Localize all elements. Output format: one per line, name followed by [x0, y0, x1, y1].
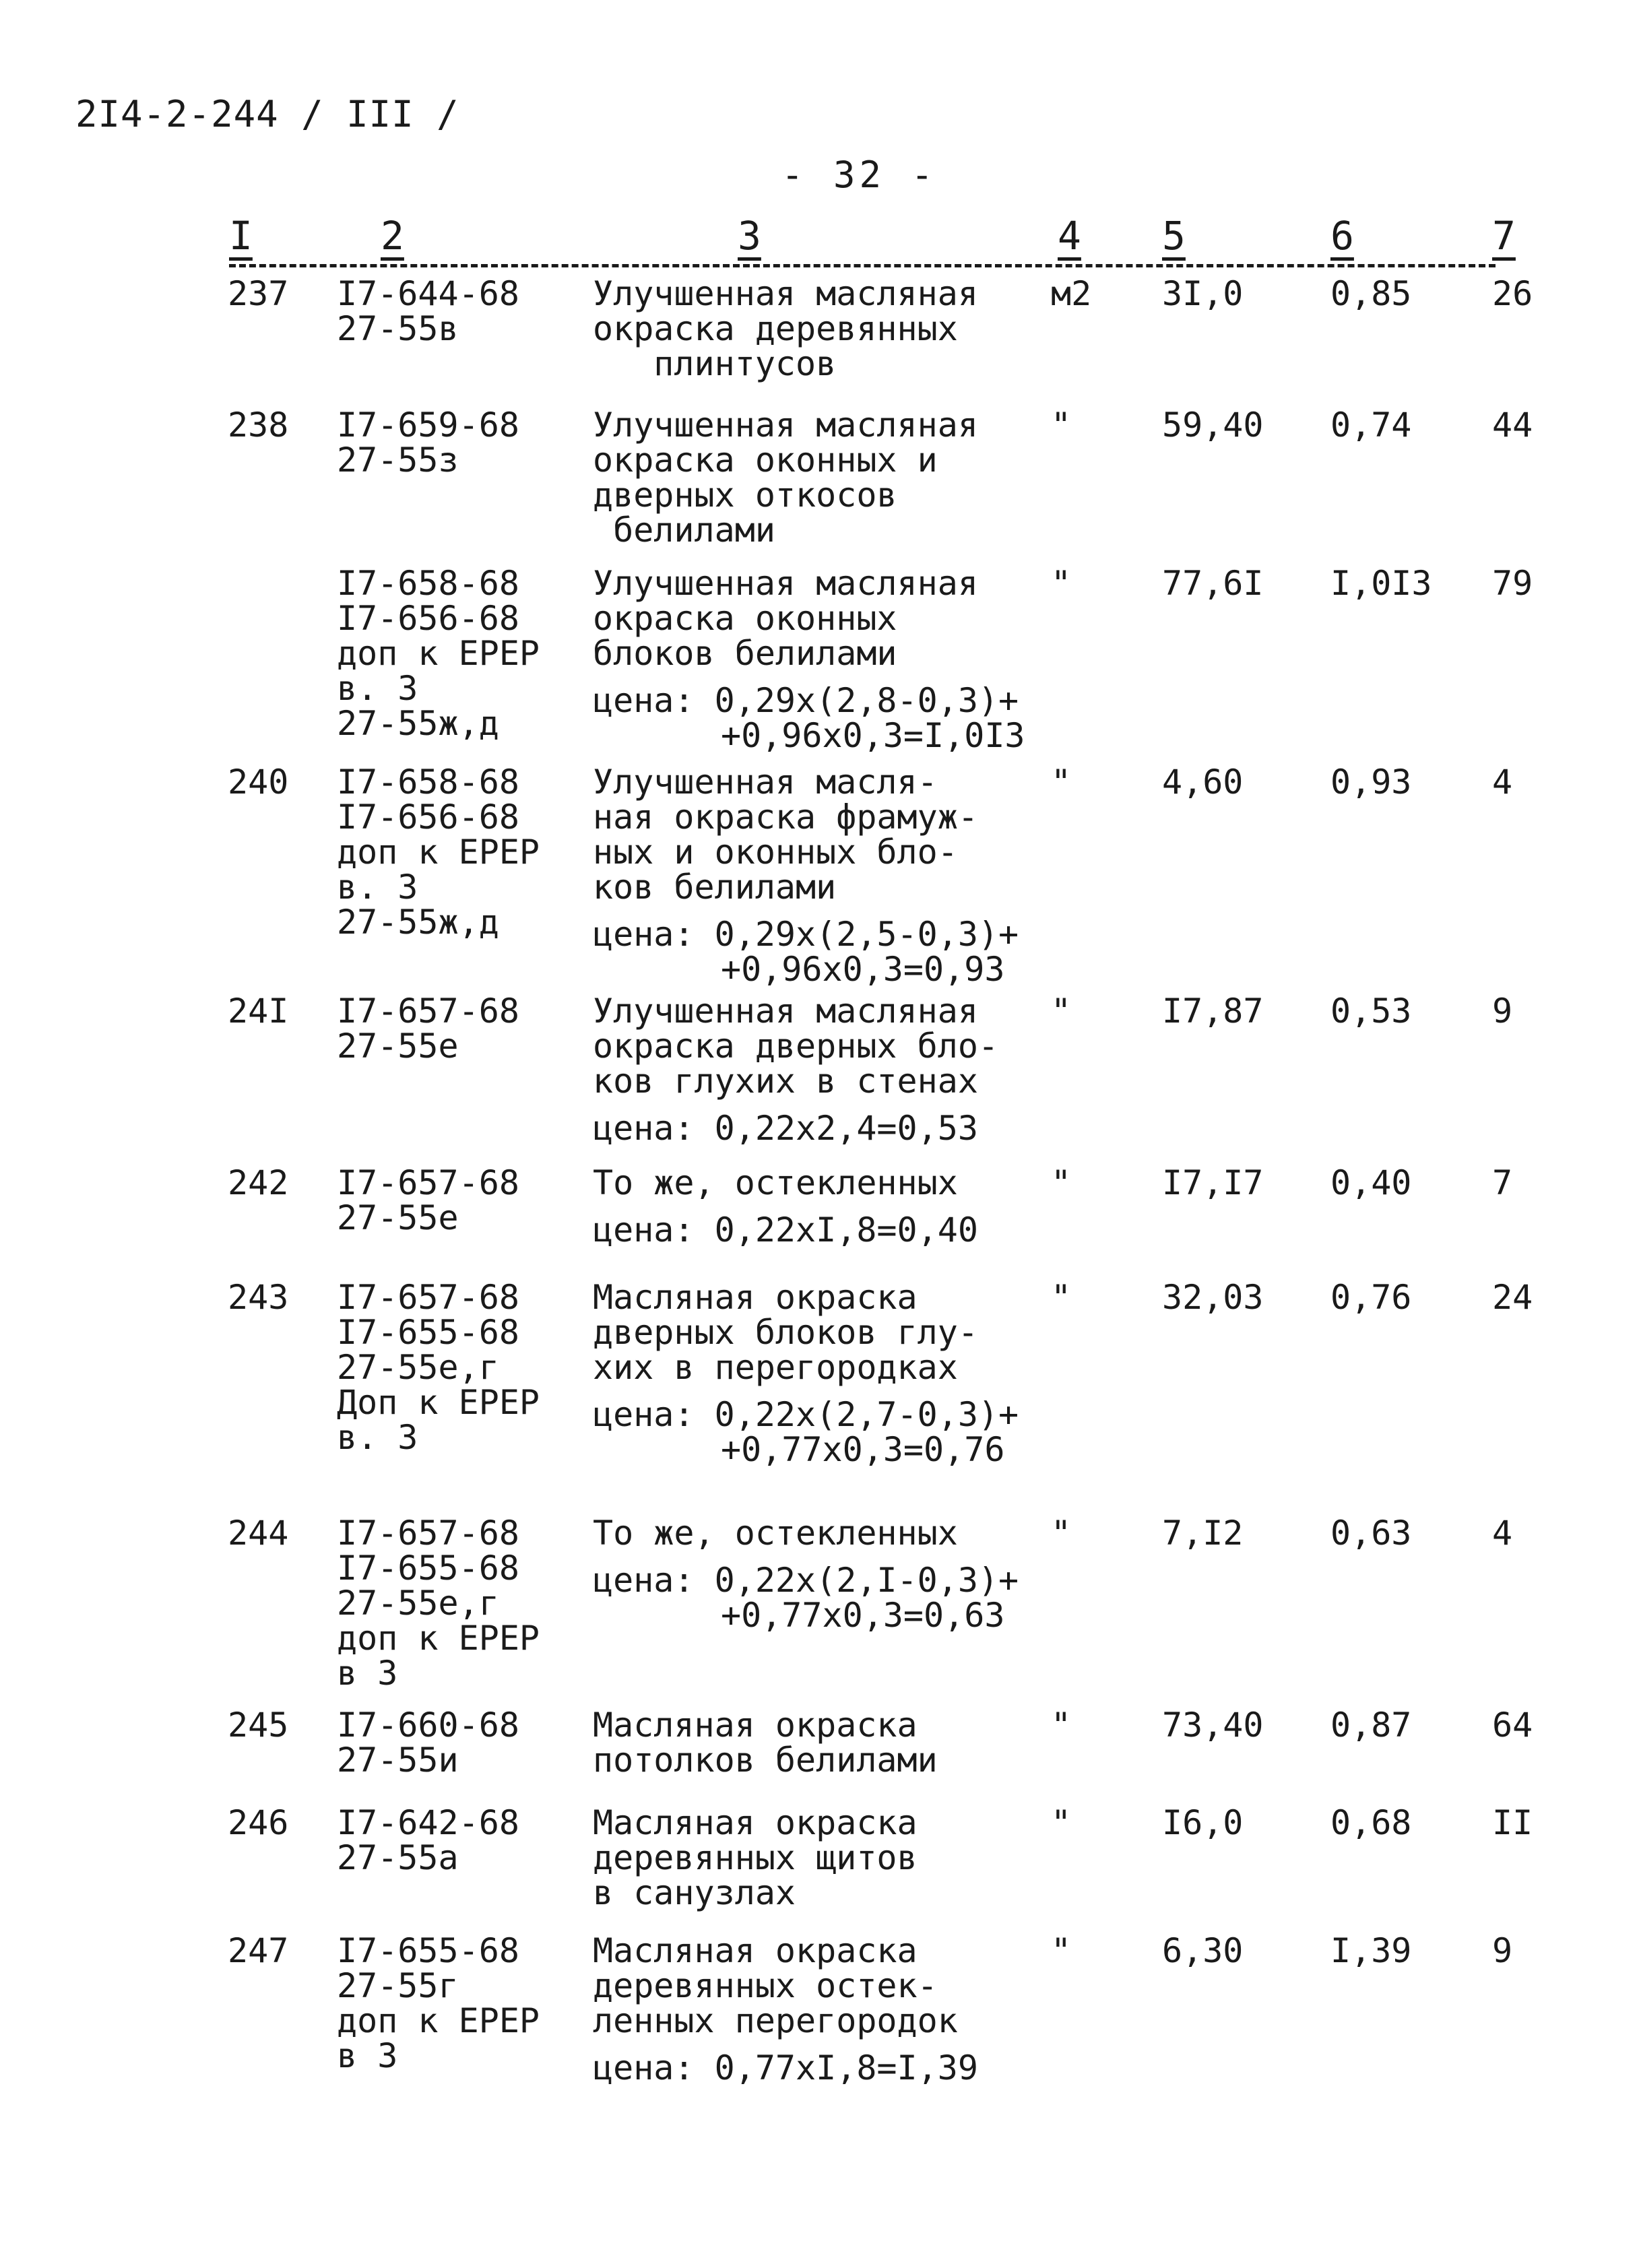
header-dashed-rule [229, 264, 1496, 267]
price-line: цена: 0,22х(2,I-0,3)+ [593, 1561, 1019, 1600]
row-total: 26 [1492, 274, 1533, 313]
table-row [0, 408, 1639, 566]
table-row [0, 1708, 1639, 1805]
table-row [0, 765, 1639, 994]
code-line: 27-55е [337, 1027, 459, 1066]
row-total: 9 [1492, 992, 1513, 1031]
price-line: +0,96х0,3=I,0I3 [721, 716, 1025, 755]
description-line: Улучшенная масля- [593, 763, 938, 802]
description-line: плинтусов [593, 344, 837, 383]
code-line: I7-642-68 [337, 1803, 519, 1842]
row-unit: " [1051, 1706, 1072, 1745]
row-number: 246 [228, 1803, 289, 1842]
price-formula [593, 683, 1025, 753]
row-unit: " [1051, 763, 1072, 802]
code-line: I7-657-68 [337, 1514, 519, 1553]
row-unit: м2 [1051, 274, 1092, 313]
description-line: ная окраска фрамуж- [593, 798, 978, 837]
row-unit: " [1051, 564, 1072, 603]
description-line: Улучшенная масляная [593, 992, 978, 1031]
code-line: 27-55в [337, 309, 459, 348]
description-line: Масляная окраска [593, 1931, 918, 1970]
column-header-3: 3 [738, 213, 761, 259]
description-line: ленных перегородок [593, 2001, 958, 2040]
row-description [593, 1516, 1019, 1633]
table-row [0, 276, 1639, 408]
row-description [593, 1805, 918, 1910]
description-line: ков белилами [593, 868, 837, 907]
table-row [0, 1933, 1639, 2088]
row-description [593, 1933, 978, 2085]
column-header-5: 5 [1162, 213, 1186, 259]
code-line: I7-658-68 [337, 763, 519, 802]
description-line: Масляная окраска [593, 1803, 918, 1842]
row-number: 243 [228, 1278, 289, 1317]
row-rate: 0,93 [1330, 763, 1412, 802]
row-quantity: 6,30 [1162, 1931, 1244, 1970]
row-codes [337, 994, 519, 1064]
description-line: в санузлах [593, 1873, 796, 1912]
price-line: +0,96х0,3=0,93 [721, 950, 1005, 989]
description-line: окраска дверных бло- [593, 1027, 999, 1066]
row-unit: " [1051, 1278, 1072, 1317]
row-quantity: 73,40 [1162, 1706, 1264, 1745]
row-number: 247 [228, 1931, 289, 1970]
row-rate: 0,63 [1330, 1514, 1412, 1553]
row-codes [337, 1805, 519, 1875]
code-line: I7-655-68 [337, 1931, 519, 1970]
row-total: 9 [1492, 1931, 1513, 1970]
description-line: блоков белилами [593, 634, 897, 673]
column-header-4: 4 [1058, 213, 1081, 259]
row-rate: 0,68 [1330, 1803, 1412, 1842]
row-number: 237 [228, 274, 289, 313]
row-quantity: 3I,0 [1162, 274, 1244, 313]
code-line: I7-656-68 [337, 798, 519, 837]
row-rate: I,39 [1330, 1931, 1412, 1970]
code-line: I7-658-68 [337, 564, 519, 603]
column-header-2: 2 [381, 213, 404, 259]
row-codes [337, 1708, 519, 1778]
price-formula [593, 2050, 978, 2085]
description-line: ков глухих в стенах [593, 1062, 978, 1101]
price-line: цена: 0,29х(2,8-0,3)+ [593, 681, 1019, 720]
price-formula [593, 1563, 1019, 1633]
row-codes [337, 408, 519, 478]
code-line: I7-656-68 [337, 599, 519, 638]
row-rate: 0,74 [1330, 406, 1412, 445]
code-line: 27-55а [337, 1838, 459, 1877]
row-codes [337, 276, 519, 346]
column-header-row [0, 213, 1639, 273]
row-total: II [1492, 1803, 1533, 1842]
description-line: Улучшенная масляная [593, 406, 978, 445]
column-header-7: 7 [1492, 213, 1516, 259]
row-unit: " [1051, 1931, 1072, 1970]
price-line: цена: 0,29х(2,5-0,3)+ [593, 915, 1019, 954]
description-line: окраска оконных и [593, 441, 938, 480]
page-number: - 32 - [781, 154, 938, 196]
code-line: I7-657-68 [337, 1163, 519, 1202]
code-line: 27-55е,г [337, 1348, 499, 1387]
description-line: деревянных остек- [593, 1966, 938, 2005]
code-line: I7-660-68 [337, 1706, 519, 1745]
row-quantity: 4,60 [1162, 763, 1244, 802]
row-description [593, 1708, 938, 1778]
code-line: доп к ЕРЕР [337, 2001, 540, 2040]
column-header-6: 6 [1330, 213, 1354, 259]
row-unit: " [1051, 406, 1072, 445]
description-line: окраска оконных [593, 599, 897, 638]
row-description [593, 765, 1019, 987]
description-line: То же, остекленных [593, 1514, 958, 1553]
row-quantity: I7,I7 [1162, 1163, 1264, 1202]
document-code: 2I4-2-244 / III / [75, 93, 459, 135]
price-line: +0,77х0,3=0,76 [721, 1430, 1005, 1469]
description-line: деревянных щитов [593, 1838, 918, 1877]
code-line: 27-55з [337, 441, 459, 480]
price-line: цена: 0,22х2,4=0,53 [593, 1109, 978, 1148]
description-line: ных и оконных бло- [593, 833, 958, 872]
code-line: 27-55е [337, 1198, 459, 1237]
row-rate: 0,87 [1330, 1706, 1412, 1745]
row-total: 79 [1492, 564, 1533, 603]
row-number: 245 [228, 1706, 289, 1745]
code-line: I7-655-68 [337, 1313, 519, 1352]
row-description [593, 1280, 1019, 1467]
code-line: I7-659-68 [337, 406, 519, 445]
price-line: цена: 0,22хI,8=0,40 [593, 1210, 978, 1250]
row-unit: " [1051, 1514, 1072, 1553]
code-line: 27-55г [337, 1966, 459, 2005]
description-line: Улучшенная масляная [593, 274, 978, 313]
row-description [593, 994, 998, 1146]
row-codes [337, 1165, 519, 1235]
row-total: 64 [1492, 1706, 1533, 1745]
description-line: Масляная окраска [593, 1706, 918, 1745]
row-total: 24 [1492, 1278, 1533, 1317]
column-header-1: I [229, 213, 253, 259]
code-line: 27-55ж,д [337, 903, 499, 942]
code-line: I7-644-68 [337, 274, 519, 313]
row-quantity: I6,0 [1162, 1803, 1244, 1842]
description-line: дверных блоков глу- [593, 1313, 978, 1352]
code-line: I7-657-68 [337, 1278, 519, 1317]
row-quantity: I7,87 [1162, 992, 1264, 1031]
description-line: То же, остекленных [593, 1163, 958, 1202]
row-codes [337, 1516, 540, 1691]
code-line: 27-55и [337, 1741, 459, 1780]
price-line: цена: 0,77хI,8=I,39 [593, 2048, 978, 2087]
code-line: доп к ЕРЕР [337, 833, 540, 872]
row-description [593, 566, 1025, 753]
price-formula [593, 917, 1019, 987]
description-line: белилами [593, 511, 775, 550]
table-row [0, 1165, 1639, 1280]
row-description [593, 1165, 978, 1248]
description-line: хих в перегородках [593, 1348, 958, 1387]
row-number: 240 [228, 763, 289, 802]
price-line: цена: 0,22х(2,7-0,3)+ [593, 1395, 1019, 1434]
row-quantity: 77,6I [1162, 564, 1264, 603]
row-number: 238 [228, 406, 289, 445]
row-codes [337, 1280, 540, 1455]
table-row [0, 994, 1639, 1165]
description-line: Улучшенная масляная [593, 564, 978, 603]
price-formula [593, 1111, 998, 1146]
row-unit: " [1051, 1803, 1072, 1842]
code-line: I7-655-68 [337, 1549, 519, 1588]
code-line: 27-55ж,д [337, 704, 499, 743]
row-total: 44 [1492, 406, 1533, 445]
code-line: в. 3 [337, 1418, 418, 1457]
row-rate: I,0I3 [1330, 564, 1432, 603]
row-number: 244 [228, 1514, 289, 1553]
price-line: +0,77х0,3=0,63 [721, 1596, 1005, 1635]
code-line: в. 3 [337, 669, 418, 708]
table-row [0, 566, 1639, 765]
row-description [593, 408, 978, 548]
code-line: доп к ЕРЕР [337, 1619, 540, 1658]
row-rate: 0,85 [1330, 274, 1412, 313]
row-codes [337, 1933, 540, 2073]
row-description [593, 276, 978, 381]
row-number: 242 [228, 1163, 289, 1202]
row-rate: 0,76 [1330, 1278, 1412, 1317]
row-unit: " [1051, 1163, 1072, 1202]
description-line: окраска деревянных [593, 309, 958, 348]
row-rate: 0,40 [1330, 1163, 1412, 1202]
code-line: в. 3 [337, 868, 418, 907]
row-number: 24I [228, 992, 289, 1031]
row-total: 4 [1492, 763, 1513, 802]
description-line: Масляная окраска [593, 1278, 918, 1317]
table-row [0, 1280, 1639, 1516]
code-line: 27-55е,г [337, 1584, 499, 1623]
row-codes [337, 765, 540, 940]
description-line: потолков белилами [593, 1741, 938, 1780]
row-total: 4 [1492, 1514, 1513, 1553]
code-line: в 3 [337, 1654, 398, 1693]
table-row [0, 1805, 1639, 1933]
price-formula [593, 1212, 978, 1248]
description-line: дверных откосов [593, 476, 897, 515]
code-line: в 3 [337, 2036, 398, 2075]
row-quantity: 59,40 [1162, 406, 1264, 445]
code-line: доп к ЕРЕР [337, 634, 540, 673]
row-total: 7 [1492, 1163, 1513, 1202]
row-codes [337, 566, 540, 741]
code-line: Доп к ЕРЕР [337, 1383, 540, 1422]
code-line: I7-657-68 [337, 992, 519, 1031]
price-formula [593, 1397, 1019, 1467]
row-quantity: 32,03 [1162, 1278, 1264, 1317]
table-row [0, 1516, 1639, 1708]
row-rate: 0,53 [1330, 992, 1412, 1031]
row-quantity: 7,I2 [1162, 1514, 1244, 1553]
row-unit: " [1051, 992, 1072, 1031]
